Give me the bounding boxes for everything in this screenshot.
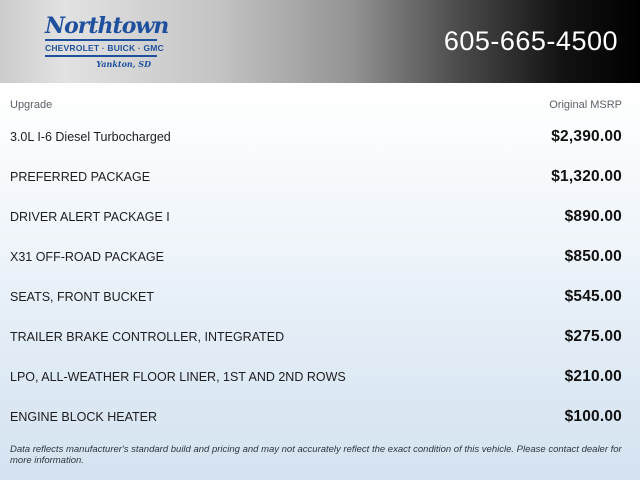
upgrade-price: $1,320.00: [551, 168, 622, 185]
table-row: [10, 277, 622, 317]
logo-divider-top: [45, 39, 157, 41]
upgrade-name: PREFERRED PACKAGE: [10, 170, 151, 184]
table-row: [10, 117, 622, 157]
disclaimer-text: Data reflects manufacturer's standard build and pricing and may not accurately reflect the exact condition of this vehicle. Please contact dealer for more information.: [10, 444, 622, 466]
upgrade-name: TRAILER BRAKE CONTROLLER, INTEGRATED: [10, 330, 285, 344]
table-row: [10, 237, 622, 277]
table-header-row: [10, 93, 622, 117]
upgrade-price: $2,390.00: [551, 128, 622, 145]
table-body: [10, 117, 622, 437]
dealer-logo-brands: CHEVROLET · BUICK · GMC: [45, 42, 164, 53]
logo-divider-bottom: [45, 55, 157, 57]
dealer-logo-name: Northtown: [45, 12, 169, 39]
table-row: [10, 397, 622, 437]
upgrade-name: X31 OFF-ROAD PACKAGE: [10, 250, 164, 264]
column-header-upgrade: Upgrade: [10, 99, 53, 111]
dealer-phone-number: 605-665-4500: [443, 26, 618, 56]
table-row: [10, 357, 622, 397]
upgrade-name: SEATS, FRONT BUCKET: [10, 290, 155, 304]
upgrade-name: 3.0L I-6 Diesel Turbocharged: [10, 130, 171, 144]
table-row: [10, 317, 622, 357]
upgrade-price: $850.00: [564, 248, 622, 265]
upgrade-name: DRIVER ALERT PACKAGE I: [10, 210, 170, 224]
options-table: [0, 83, 640, 480]
table-row: [10, 157, 622, 197]
dealer-header: [0, 0, 640, 83]
dealer-logo-location: Yankton, SD: [96, 58, 151, 69]
dealer-logo: [45, 12, 169, 69]
table-row: [10, 197, 622, 237]
upgrade-price: $275.00: [564, 328, 622, 345]
upgrade-price: $890.00: [564, 208, 622, 225]
upgrade-name: LPO, ALL-WEATHER FLOOR LINER, 1ST AND 2ND ROWS: [10, 370, 346, 384]
upgrade-price: $210.00: [564, 368, 622, 385]
column-header-msrp: Original MSRP: [549, 99, 622, 111]
upgrade-name: ENGINE BLOCK HEATER: [10, 410, 158, 424]
upgrade-price: $100.00: [564, 408, 622, 425]
upgrade-price: $545.00: [564, 288, 622, 305]
